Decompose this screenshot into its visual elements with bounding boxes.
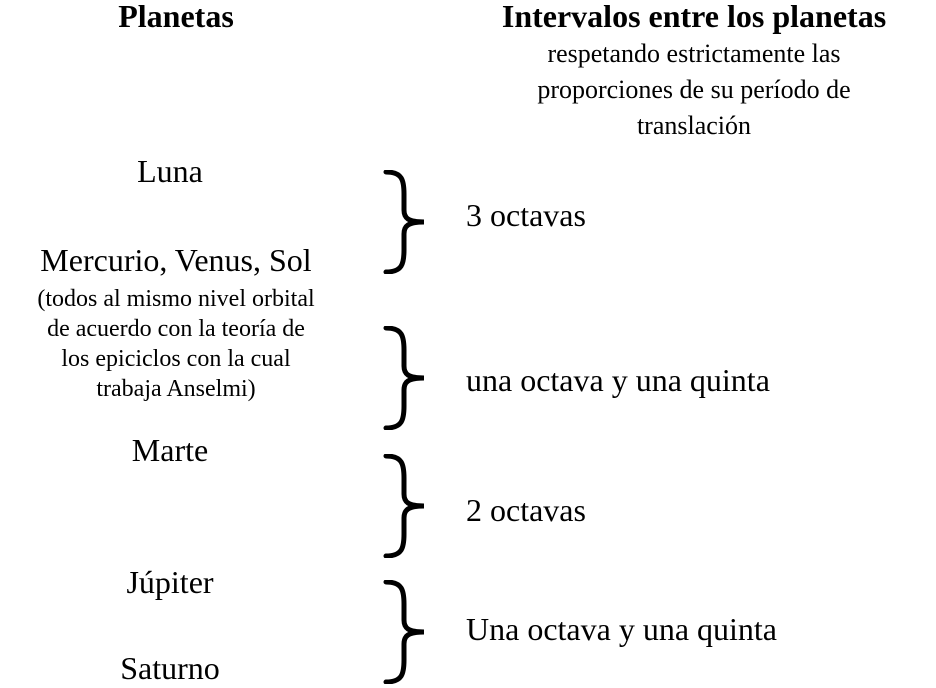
interval-3: 2 octavas [466,492,586,528]
curly-brace-icon [382,170,430,274]
subheader-line: respetando estrictamente las [547,39,841,68]
curly-brace-icon [382,580,430,684]
subheader-line: translación [636,111,752,140]
planets-header: Planetas [118,0,234,34]
note-line: de acuerdo con la teoría de [47,316,305,342]
note-line: los epiciclos con la cual [61,346,291,372]
note-line: (todos al mismo nivel orbital [37,286,315,312]
interval-1: 3 octavas [466,197,586,233]
interval-2: una octava y una quinta [466,362,770,398]
planet-note [0,284,352,404]
planet-saturno: Saturno [120,650,220,686]
curly-brace-icon [382,326,430,430]
note-line: trabaja Anselmi) [96,376,256,402]
intervals-header: Intervalos entre los planetas [501,0,887,34]
planet-luna: Luna [137,153,203,189]
planet-jupiter: Júpiter [126,564,214,600]
subheader-line: proporciones de su período de [537,75,851,104]
curly-brace-icon [382,454,430,558]
planet-marte: Marte [131,432,209,468]
intervals-subheader [452,36,936,144]
planet-mercurio-venus-sol: Mercurio, Venus, Sol [40,242,312,278]
interval-4: Una octava y una quinta [466,611,777,647]
